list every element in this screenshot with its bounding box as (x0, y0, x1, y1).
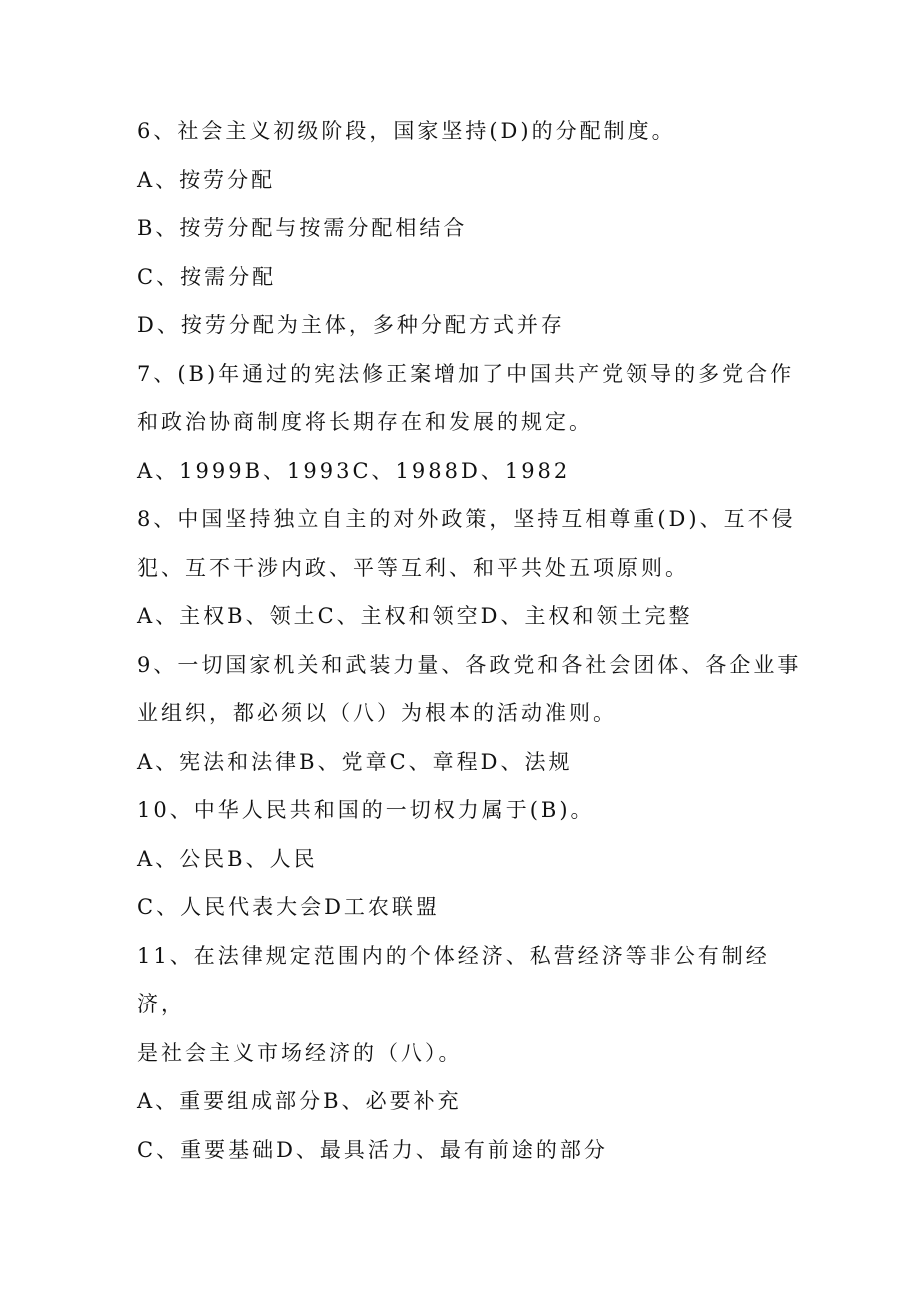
question-8-text: 8、中国坚持独立自主的对外政策，坚持互相尊重(D)、互不侵 (137, 507, 796, 531)
question-10-options-cd: C、人民代表大会D工农联盟 (137, 895, 440, 919)
question-11-options-cd: C、重要基础D、最具活力、最有前途的部分 (137, 1137, 608, 1162)
question-7-text: 7、(B)年通过的宪法修正案增加了中国共产党领导的多党合作 (137, 361, 795, 386)
question-10-options-ab: A、公民B、人民 (137, 846, 318, 871)
question-10-text: 10、中华人民共和国的一切权力属于(B)。 (137, 798, 595, 822)
question-9-text: 9、一切国家机关和武装力量、各政党和各社会团体、各企业事 (137, 652, 802, 677)
question-8-options: A、主权B、领土C、主权和领空D、主权和领土完整 (137, 604, 693, 628)
question-6-text: 6、社会主义初级阶段，国家坚持(D)的分配制度。 (137, 119, 676, 143)
question-7-text-cont: 和政治协商制度将长期存在和发展的规定。 (137, 410, 593, 434)
question-6-option-b: B、按劳分配与按需分配相结合 (137, 216, 468, 240)
question-9-options: A、宪法和法律B、党章C、章程D、法规 (137, 749, 573, 774)
question-11-text-cont: 济， (137, 992, 185, 1016)
question-6-option-a: A、按劳分配 (137, 167, 276, 192)
question-11-text: 11、在法律规定范围内的个体经济、私营经济等非公有制经 (137, 943, 770, 968)
question-11-text-cont-2: 是社会主义市场经济的（八）。 (137, 1040, 463, 1065)
question-8-text-cont: 犯、互不干涉内政、平等互利、和平共处五项原则。 (137, 555, 689, 580)
question-7-options: A、1999B、1993C、1988D、1982 (137, 458, 571, 483)
question-11-options-ab: A、重要组成部分B、必要补充 (137, 1089, 462, 1113)
question-6-option-d: D、按劳分配为主体，多种分配方式并存 (137, 313, 565, 337)
question-6-option-c: C、按需分配 (137, 264, 277, 289)
question-9-text-cont: 业组织，都必须以（八）为根本的活动准则。 (137, 701, 617, 725)
document-body (137, 107, 802, 1174)
